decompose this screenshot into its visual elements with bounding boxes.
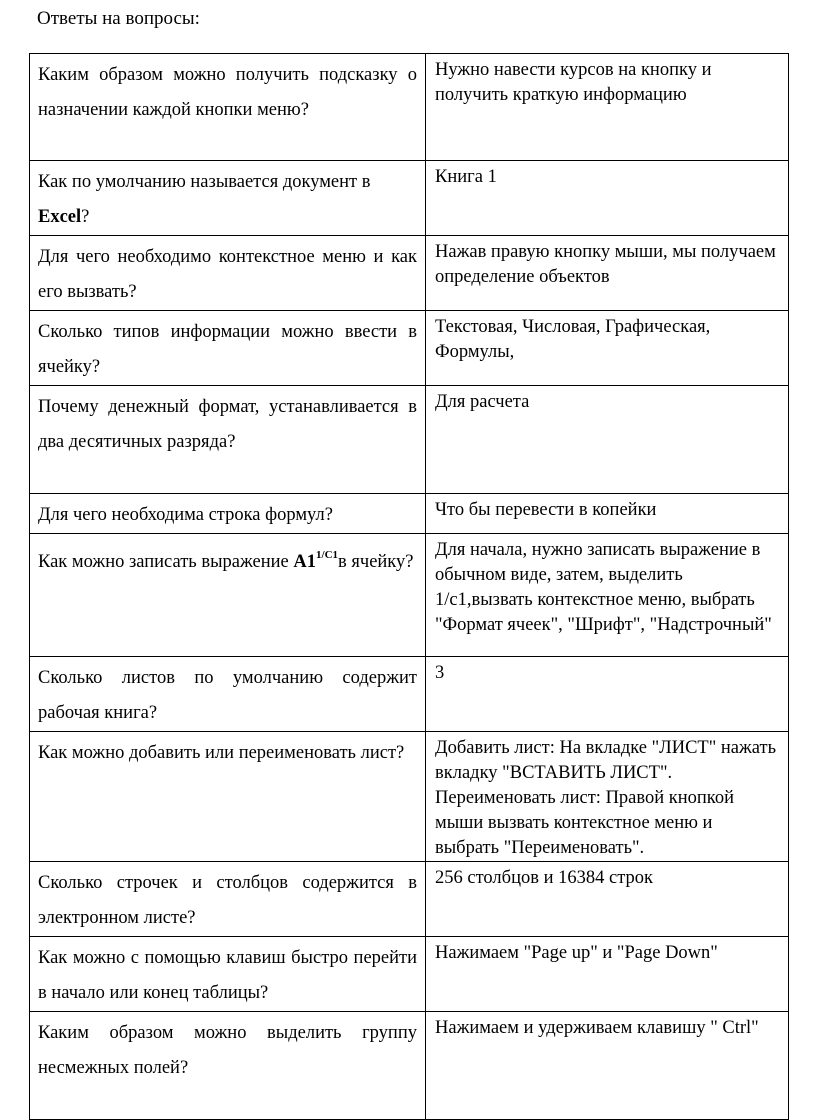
table-row — [30, 311, 789, 386]
question-bold-text: A1 — [293, 552, 317, 572]
question-text: Как по умолчанию называется документ в — [38, 172, 371, 192]
answer-cell: Нажав правую кнопку мыши, мы получаем определение объектов — [426, 236, 789, 311]
answer-cell: Текстовая, Числовая, Графическая, Формулы, — [426, 311, 789, 386]
answer-cell: Для начала, нужно записать выражение в обычном виде, затем, выделить 1/c1,вызвать контекстное меню, выбрать "Формат ячеек", "Шрифт", "Надстрочный" — [426, 534, 789, 657]
question-bold-text: Excel — [38, 207, 82, 227]
question-cell: Сколько типов информации можно ввести в ячейку? — [30, 311, 426, 386]
table-row — [30, 236, 789, 311]
qa-table — [29, 53, 789, 1120]
answer-cell: Книга 1 — [426, 161, 789, 236]
question-text: Как можно записать выражение — [38, 552, 294, 572]
table-row — [30, 386, 789, 494]
table-row — [30, 862, 789, 937]
question-cell: Как можно добавить или переименовать лист? — [30, 732, 426, 862]
question-cell: Как можно с помощью клавиш быстро перейти в начало или конец таблицы? — [30, 937, 426, 1012]
question-cell: Каким образом можно выделить группу несмежных полей? — [30, 1012, 426, 1120]
answer-cell: Что бы перевести в копейки — [426, 494, 789, 534]
answer-cell: Добавить лист: На вкладке "ЛИСТ" нажать вкладку "ВСТАВИТЬ ЛИСТ". Переименовать лист: Правой кнопкой мыши вызвать контекстное меню и выбрать "Переименовать". — [426, 732, 789, 862]
question-cell — [30, 534, 426, 657]
table-row — [30, 937, 789, 1012]
table-row — [30, 657, 789, 732]
answer-cell: Нужно навести курсов на кнопку и получить краткую информацию — [426, 54, 789, 161]
superscript-text: 1/C1 — [316, 549, 339, 561]
table-row — [30, 161, 789, 236]
table-row — [30, 534, 789, 657]
answer-cell: Нажимаем "Page up" и "Page Down" — [426, 937, 789, 1012]
answer-cell: 3 — [426, 657, 789, 732]
question-cell: Почему денежный формат, устанавливается в два десятичных разряда? — [30, 386, 426, 494]
question-cell: Каким образом можно получить подсказку о назначении каждой кнопки меню? — [30, 54, 426, 161]
question-text-end: ? — [81, 207, 90, 227]
answer-cell: Нажимаем и удерживаем клавишу " Ctrl" — [426, 1012, 789, 1120]
question-cell — [30, 161, 426, 236]
question-cell: Для чего необходима строка формул? — [30, 494, 426, 534]
page-title: Ответы на вопросы: — [37, 8, 200, 29]
question-cell: Сколько листов по умолчанию содержит рабочая книга? — [30, 657, 426, 732]
question-text-end: в ячейку? — [338, 552, 414, 572]
question-cell: Сколько строчек и столбцов содержится в электронном листе? — [30, 862, 426, 937]
table-row — [30, 1012, 789, 1120]
answer-cell: 256 столбцов и 16384 строк — [426, 862, 789, 937]
table-row — [30, 732, 789, 862]
question-cell: Для чего необходимо контекстное меню и как его вызвать? — [30, 236, 426, 311]
table-row — [30, 54, 789, 161]
answer-cell: Для расчета — [426, 386, 789, 494]
table-row — [30, 494, 789, 534]
